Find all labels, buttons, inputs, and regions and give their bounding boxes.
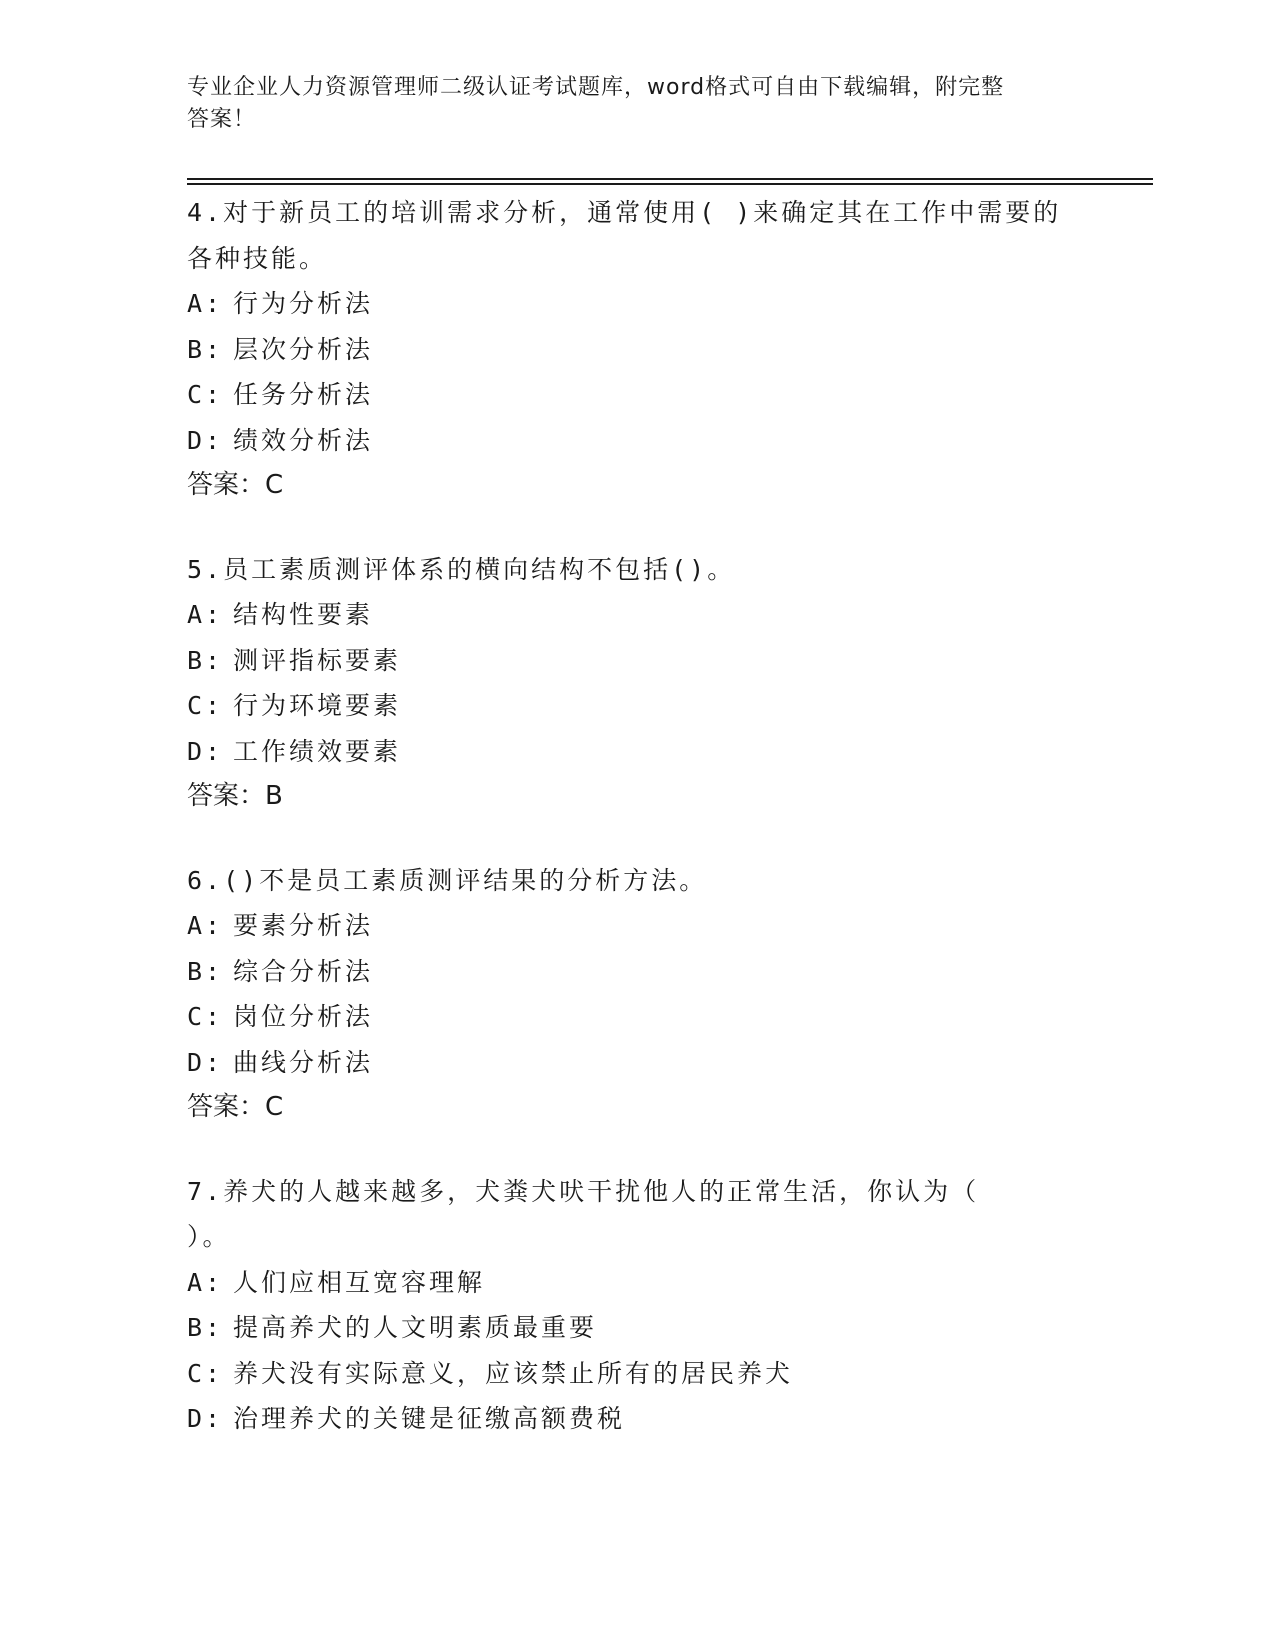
question-4 [187,190,1127,509]
option-text: 工作绩效要素 [233,736,402,766]
option-letter: A: [187,600,224,629]
answer-line: 答案：B [187,781,283,811]
question-stem-line: 7.养犬的人越来越多，犬粪犬吠干扰他人的正常生活，你认为（ [187,1176,980,1206]
option-b [187,949,1127,995]
option-a [187,903,1127,949]
header-divider-bottom [187,183,1153,185]
question-stem-line: 4.对于新员工的培训需求分析，通常使用( )来确定其在工作中需要的 [187,198,1062,227]
option-letter: D: [187,736,224,766]
option-letter: A: [187,289,224,318]
option-text: 综合分析法 [233,956,374,986]
option-letter: B: [187,956,224,986]
option-a [187,1260,1127,1306]
header-divider-top [187,178,1153,180]
option-text: 任务分析法 [233,380,374,409]
question-5 [187,547,1127,820]
option-letter: C: [187,1358,224,1388]
answer-line: 答案：C [187,470,284,500]
option-d [187,418,1127,464]
option-text: 人们应相互宽容理解 [233,1267,486,1297]
option-letter: C: [187,691,224,720]
option-d [187,1396,1127,1442]
option-d [187,729,1127,775]
option-letter: D: [187,1404,224,1433]
question-stem-line: 5.员工素质测评体系的横向结构不包括()。 [187,554,736,584]
option-letter: D: [187,425,224,455]
option-a [187,281,1127,327]
option-text: 养犬没有实际意义，应该禁止所有的居民养犬 [233,1358,794,1388]
option-a [187,592,1127,638]
option-text: 行为分析法 [233,289,374,318]
option-text: 结构性要素 [233,600,374,629]
option-text: 岗位分析法 [233,1002,374,1031]
option-letter: B: [187,1313,224,1342]
option-c [187,372,1127,418]
option-letter: A: [187,1267,224,1297]
option-text: 要素分析法 [233,911,374,940]
option-text: 测评指标要素 [233,645,402,675]
option-b [187,1305,1127,1351]
header-line-2: 答案！ [187,107,257,132]
option-b [187,638,1127,684]
option-letter: A: [187,911,224,940]
option-c [187,683,1127,729]
option-d [187,1040,1127,1086]
question-list [187,190,1127,1480]
question-stem-line: 6.()不是员工素质测评结果的分析方法。 [187,865,708,895]
header-line-1: 专业企业人力资源管理师二级认证考试题库，word格式可自由下载编辑，附完整 [187,75,1005,100]
question-stem-line: ）。 [187,1222,231,1251]
option-letter: B: [187,645,224,675]
option-letter: C: [187,1002,224,1031]
option-text: 行为环境要素 [233,691,402,720]
answer-line: 答案：C [187,1092,284,1122]
option-c [187,994,1127,1040]
question-stem-line: 各种技能。 [187,243,328,273]
option-c [187,1351,1127,1397]
question-6 [187,858,1127,1131]
document-header [187,72,1067,136]
option-b [187,327,1127,373]
option-text: 治理养犬的关键是征缴高额费税 [233,1404,626,1433]
option-text: 提高养犬的人文明素质最重要 [233,1313,598,1342]
option-letter: C: [187,380,224,409]
question-7 [187,1169,1127,1442]
option-text: 绩效分析法 [233,425,374,455]
option-text: 层次分析法 [233,334,374,364]
option-letter: D: [187,1047,224,1077]
option-letter: B: [187,334,224,364]
option-text: 曲线分析法 [233,1047,374,1077]
